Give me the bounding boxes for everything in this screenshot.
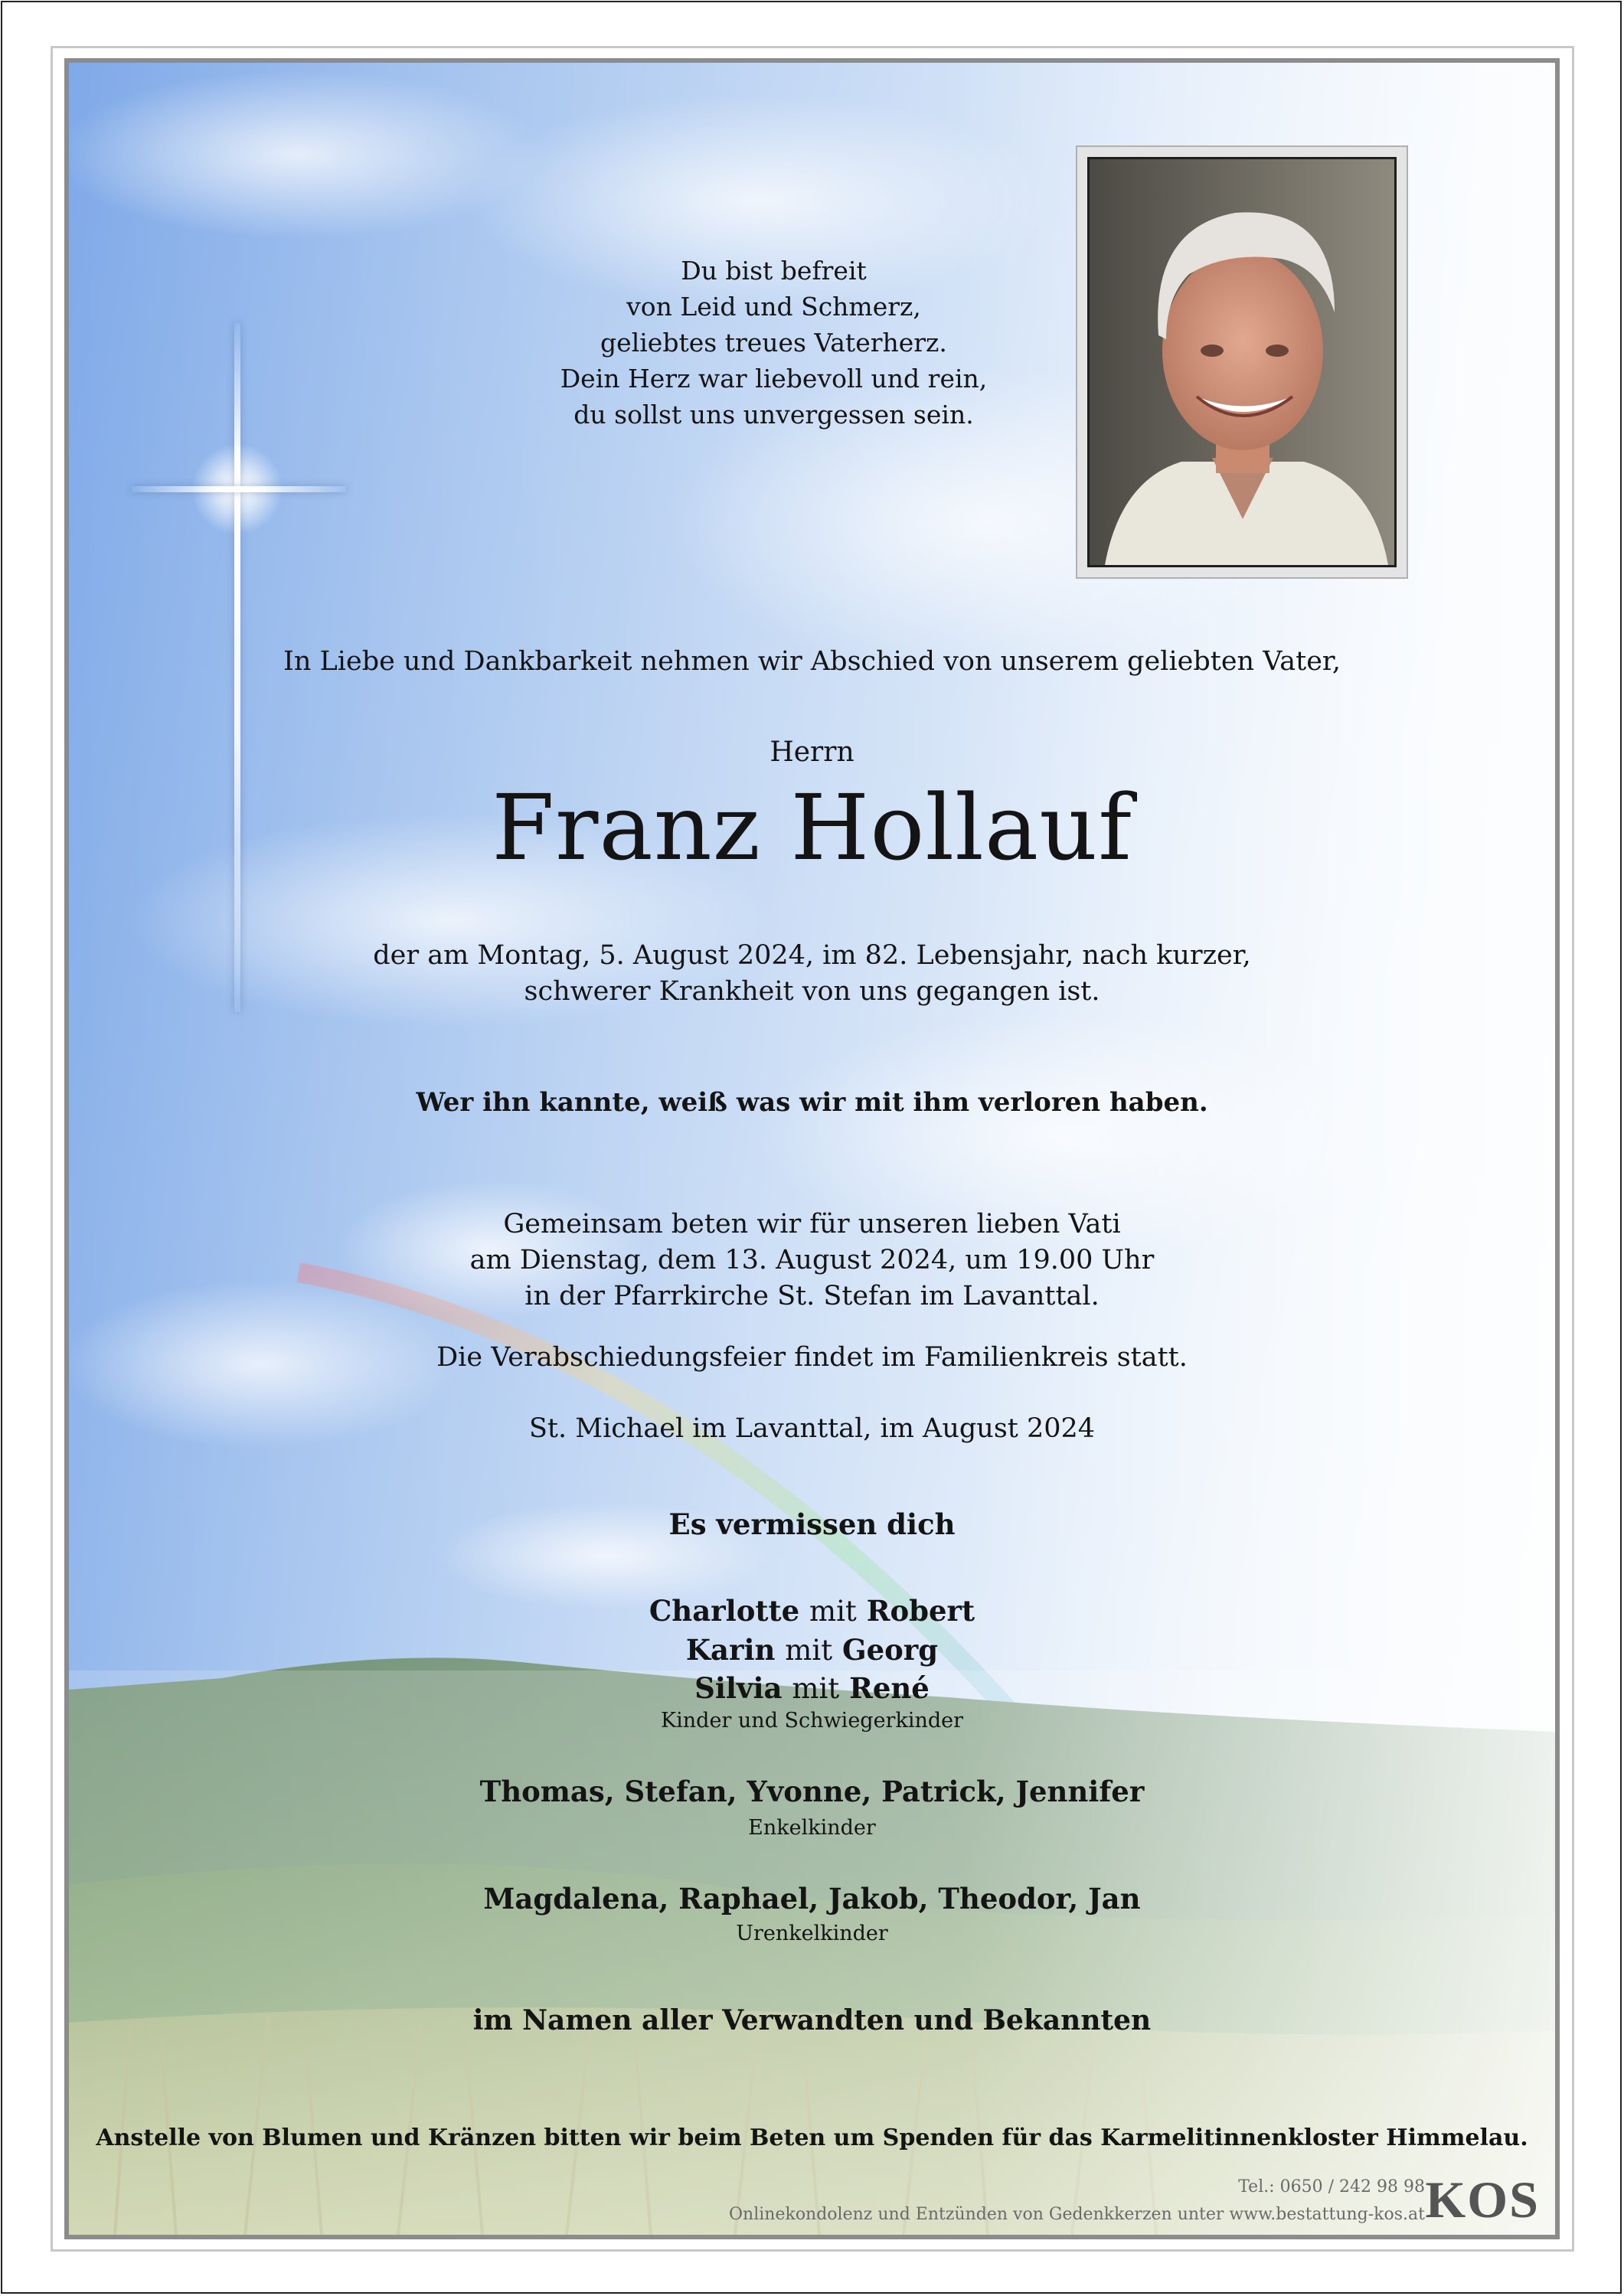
prayer-line: Gemeinsam beten wir für unseren lieben Vati bbox=[503, 1209, 1121, 1239]
intro-text: In Liebe und Dankbarkeit nehmen wir Abschied von unserem geliebten Vater, bbox=[283, 646, 1341, 677]
relatives-line: im Namen aller Verwandten und Bekannten bbox=[472, 2004, 1152, 2036]
child-entry bbox=[69, 1633, 1555, 1667]
death-notice bbox=[69, 938, 1555, 1010]
poem-line: Dein Herz war liebevoll und rein, bbox=[560, 364, 988, 394]
great-grandchildren-role: Urenkelkinder bbox=[736, 1922, 888, 1945]
partner-name: René bbox=[849, 1671, 930, 1705]
grandchildren-role: Enkelkinder bbox=[748, 1816, 876, 1840]
child-entry bbox=[69, 1594, 1555, 1628]
death-line: der am Montag, 5. August 2024, im 82. Lebensjahr, nach kurzer, bbox=[373, 940, 1251, 971]
farewell-notice: Die Verabschiedungsfeier findet im Familienkreis statt. bbox=[436, 1342, 1188, 1373]
missed-by-heading: Es vermissen dich bbox=[668, 1507, 956, 1541]
child-name: Charlotte bbox=[649, 1594, 800, 1628]
prayer-line: in der Pfarrkirche St. Stefan im Lavanttal. bbox=[524, 1281, 1100, 1311]
donation-request: Anstelle von Blumen und Kränzen bitten wir beim Beten um Spenden für das Karmelitinnenkloster Himmelau. bbox=[96, 2125, 1528, 2151]
prayer-notice bbox=[69, 1207, 1555, 1315]
quote: Wer ihn kannte, weiß was wir mit ihm verloren haben. bbox=[416, 1087, 1208, 1118]
child-name: Silvia bbox=[694, 1671, 783, 1705]
children-role: Kinder und Schwiegerkinder bbox=[660, 1709, 964, 1733]
obituary-panel bbox=[64, 58, 1560, 2239]
poem-line: von Leid und Schmerz, bbox=[626, 292, 921, 322]
poem-line: du sollst uns unvergessen sein. bbox=[573, 400, 974, 429]
mit-word: mit bbox=[785, 1634, 833, 1667]
poem bbox=[64, 253, 1517, 433]
prayer-line: am Dienstag, dem 13. August 2024, um 19.00 Uhr bbox=[469, 1245, 1155, 1275]
salutation: Herrn bbox=[770, 736, 854, 768]
deceased-name: Franz Hollauf bbox=[492, 775, 1132, 880]
footer-phone: Tel.: 0650 / 242 98 98 bbox=[1238, 2177, 1425, 2196]
child-entry bbox=[69, 1671, 1555, 1705]
poem-line: Du bist befreit bbox=[681, 256, 867, 286]
poem-line: geliebtes treues Vaterherz. bbox=[600, 328, 947, 358]
partner-name: Georg bbox=[841, 1633, 939, 1667]
death-line: schwerer Krankheit von uns gegangen ist. bbox=[524, 976, 1100, 1007]
partner-name: Robert bbox=[866, 1594, 975, 1628]
child-name: Karin bbox=[685, 1633, 776, 1667]
mit-word: mit bbox=[809, 1595, 857, 1628]
grandchildren: Thomas, Stefan, Yvonne, Patrick, Jennifer bbox=[479, 1775, 1145, 1808]
kos-logo: KOS bbox=[1425, 2170, 1540, 2229]
great-grandchildren: Magdalena, Raphael, Jakob, Theodor, Jan bbox=[483, 1882, 1141, 1916]
cross-icon-bar bbox=[132, 486, 346, 492]
mit-word: mit bbox=[792, 1672, 840, 1705]
footer-online-link[interactable]: Onlinekondolenz und Entzünden von Gedenkkerzen unter www.bestattung-kos.at bbox=[729, 2205, 1425, 2224]
place-date: St. Michael im Lavanttal, im August 2024 bbox=[528, 1413, 1096, 1444]
